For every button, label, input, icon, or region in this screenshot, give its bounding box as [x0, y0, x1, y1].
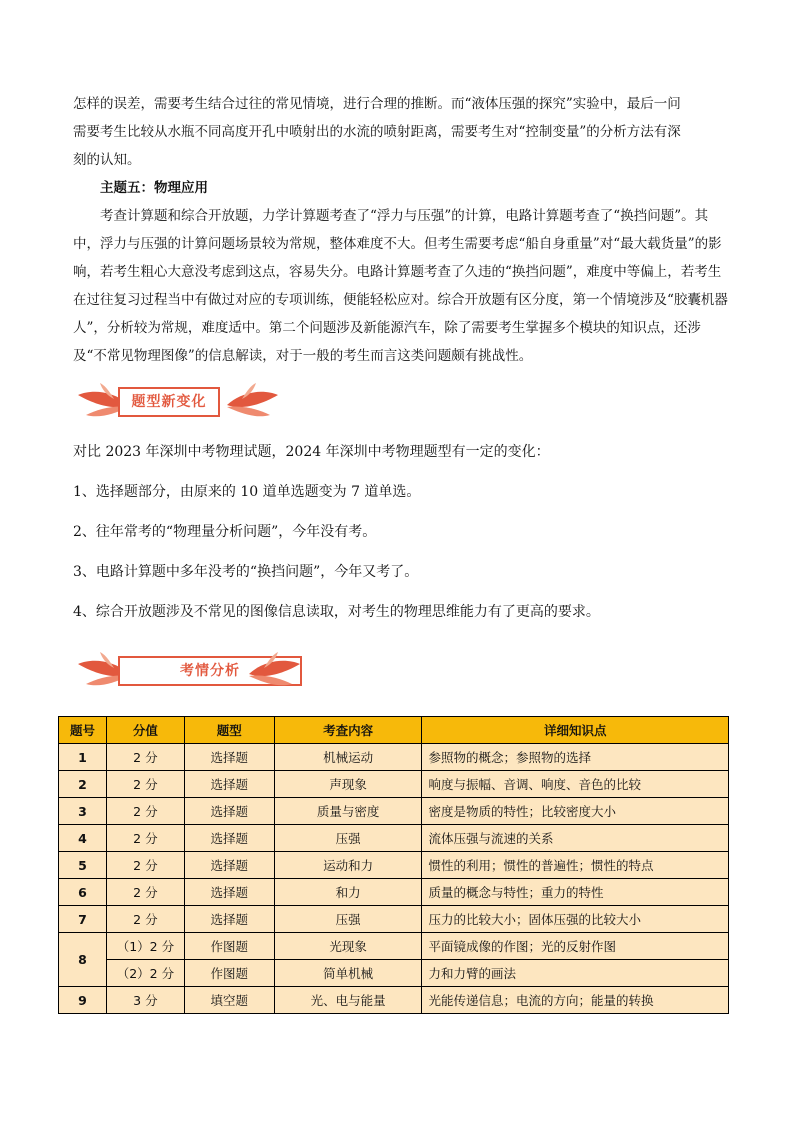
topic-cell: 压强 — [274, 825, 422, 852]
section-banner-new-changes — [74, 381, 294, 421]
detail-cell: 惯性的利用；惯性的普遍性；惯性的特点 — [422, 852, 729, 879]
topic-cell: 质量与密度 — [274, 798, 422, 825]
table-row — [59, 933, 729, 960]
question-number: 4 — [59, 825, 107, 852]
table-row — [59, 906, 729, 933]
new-changes-list — [73, 432, 733, 632]
theme5-body: 考查计算题和综合开放题，力学计算题考查了“浮力与压强”的计算，电路计算题考查了“换挡问题”。其中，浮力与压强的计算问题场景较为常规，整体难度不大。但考生需要考虑“船自身重量”对“最大载货量”的影响，若考生粗心大意没考虑到这点，容易失分。电路计算题考查了久违的“换挡问题”，难度中等偏上，若考生在过往复习过程当中有做过对应的专项训练，便能轻松应对。综合开放题有区分度，第一个情境涉及“胶囊机器人”，分析较为常规，难度适中。第二个问题涉及新能源汽车，除了需要考生掌握多个模块的知识点，还涉及“不常见物理图像”的信息解读，对于一般的考生而言这类问题颇有挑战性。 — [73, 208, 728, 364]
question-number: 8 — [59, 933, 107, 987]
question-number: 1 — [59, 744, 107, 771]
topic-cell: 光现象 — [274, 933, 422, 960]
table-row — [59, 798, 729, 825]
question-number: 2 — [59, 771, 107, 798]
list-item: 1、选择题部分，由原来的 10 道单选题变为 7 道单选。 — [73, 484, 421, 500]
detail-cell: 密度是物质的特性；比较密度大小 — [422, 798, 729, 825]
type-cell: 选择题 — [184, 744, 274, 771]
question-number: 5 — [59, 852, 107, 879]
type-cell: 选择题 — [184, 771, 274, 798]
intro-paragraph — [73, 90, 733, 174]
banner-label: 考情分析 — [118, 656, 302, 686]
score-cell: 3 分 — [106, 987, 184, 1014]
topic-cell: 压强 — [274, 906, 422, 933]
topic-cell: 机械运动 — [274, 744, 422, 771]
question-number: 7 — [59, 906, 107, 933]
topic-cell: 和力 — [274, 879, 422, 906]
table-header-row — [59, 717, 729, 744]
intro-line: 怎样的误差，需要考生结合过往的常见情境，进行合理的推断。而“液体压强的探究”实验中，最后一问 — [73, 96, 681, 112]
table-row — [59, 771, 729, 798]
leaf-right-icon — [222, 381, 282, 421]
table-row — [59, 825, 729, 852]
header-cell: 详细知识点 — [422, 717, 729, 744]
detail-cell: 压力的比较大小；固体压强的比较大小 — [422, 906, 729, 933]
detail-cell: 平面镜成像的作图；光的反射作图 — [422, 933, 729, 960]
detail-cell: 参照物的概念；参照物的选择 — [422, 744, 729, 771]
header-cell: 分值 — [106, 717, 184, 744]
theme5-section — [73, 174, 733, 370]
table-row — [59, 852, 729, 879]
list-lead: 对比 2023 年深圳中考物理试题，2024 年深圳中考物理题型有一定的变化： — [73, 444, 550, 460]
header-cell: 题型 — [184, 717, 274, 744]
type-cell: 选择题 — [184, 879, 274, 906]
score-cell: 2 分 — [106, 825, 184, 852]
list-item: 2、往年常考的“物理量分析问题”，今年没有考。 — [73, 524, 377, 540]
score-cell: 2 分 — [106, 771, 184, 798]
detail-cell: 力和力臂的画法 — [422, 960, 729, 987]
detail-cell: 光能传递信息；电流的方向；能量的转换 — [422, 987, 729, 1014]
type-cell: 填空题 — [184, 987, 274, 1014]
topic-cell: 简单机械 — [274, 960, 422, 987]
table-row — [59, 879, 729, 906]
score-cell: 2 分 — [106, 798, 184, 825]
question-number: 3 — [59, 798, 107, 825]
type-cell: 选择题 — [184, 852, 274, 879]
score-cell: （1）2 分 — [106, 933, 184, 960]
type-cell: 选择题 — [184, 906, 274, 933]
topic-cell: 运动和力 — [274, 852, 422, 879]
leaf-right-icon — [244, 650, 304, 690]
exam-analysis-table — [58, 716, 729, 1014]
topic-cell: 光、电与能量 — [274, 987, 422, 1014]
intro-line: 需要考生比较从水瓶不同高度开孔中喷射出的水流的喷射距离，需要考生对“控制变量”的分析方法有深 — [73, 124, 681, 140]
topic-cell: 声现象 — [274, 771, 422, 798]
score-cell: 2 分 — [106, 906, 184, 933]
header-cell: 题号 — [59, 717, 107, 744]
detail-cell: 质量的概念与特性；重力的特性 — [422, 879, 729, 906]
list-item: 3、电路计算题中多年没考的“换挡问题”，今年又考了。 — [73, 564, 419, 580]
question-number: 6 — [59, 879, 107, 906]
banner-label: 题型新变化 — [118, 387, 220, 417]
table-row — [59, 744, 729, 771]
type-cell: 作图题 — [184, 933, 274, 960]
score-cell: （2）2 分 — [106, 960, 184, 987]
table-row — [59, 960, 729, 987]
table-row — [59, 987, 729, 1014]
type-cell: 选择题 — [184, 798, 274, 825]
score-cell: 2 分 — [106, 879, 184, 906]
detail-cell: 流体压强与流速的关系 — [422, 825, 729, 852]
intro-line: 刻的认知。 — [73, 152, 141, 168]
list-item: 4、综合开放题涉及不常见的图像信息读取，对考生的物理思维能力有了更高的要求。 — [73, 604, 600, 620]
score-cell: 2 分 — [106, 744, 184, 771]
type-cell: 选择题 — [184, 825, 274, 852]
section-banner-analysis — [74, 650, 294, 690]
score-cell: 2 分 — [106, 852, 184, 879]
detail-cell: 响度与振幅、音调、响度、音色的比较 — [422, 771, 729, 798]
theme5-title: 主题五：物理应用 — [100, 180, 208, 196]
question-number: 9 — [59, 987, 107, 1014]
header-cell: 考查内容 — [274, 717, 422, 744]
type-cell: 作图题 — [184, 960, 274, 987]
